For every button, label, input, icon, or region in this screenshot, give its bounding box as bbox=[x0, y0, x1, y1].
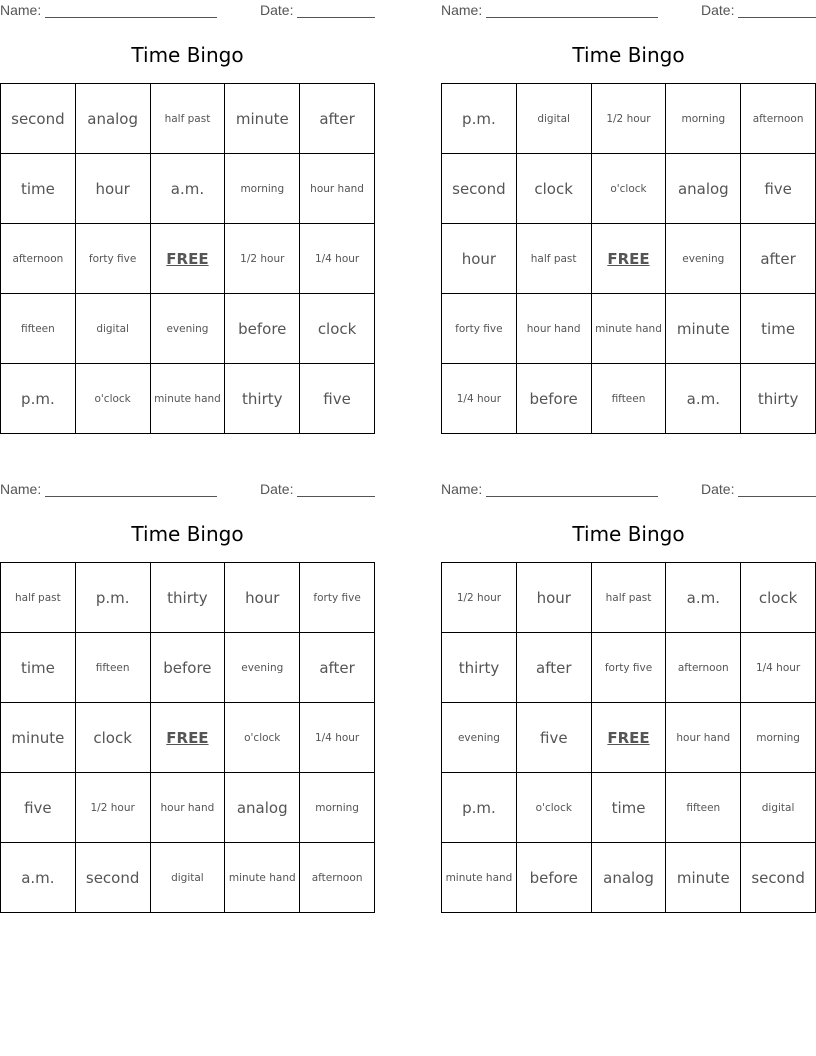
bingo-cell[interactable]: time bbox=[591, 773, 666, 843]
free-space-cell[interactable]: FREE bbox=[591, 224, 666, 294]
bingo-cell[interactable]: digital bbox=[75, 294, 150, 364]
bingo-cell[interactable]: a.m. bbox=[666, 563, 741, 633]
bingo-cell[interactable]: half past bbox=[591, 563, 666, 633]
bingo-cell[interactable]: clock bbox=[741, 563, 816, 633]
date-label: Date: bbox=[260, 481, 294, 497]
bingo-cell[interactable]: forty five bbox=[75, 224, 150, 294]
bingo-cell[interactable]: analog bbox=[591, 843, 666, 913]
bingo-cell[interactable]: after bbox=[741, 224, 816, 294]
bingo-row bbox=[442, 843, 816, 913]
free-space-cell[interactable]: FREE bbox=[150, 224, 225, 294]
bingo-cell[interactable]: fifteen bbox=[1, 294, 76, 364]
bingo-cell[interactable]: thirty bbox=[741, 364, 816, 434]
bingo-cell[interactable]: after bbox=[300, 84, 375, 154]
bingo-cell[interactable]: forty five bbox=[300, 563, 375, 633]
bingo-cell[interactable]: 1/4 hour bbox=[741, 633, 816, 703]
bingo-cell[interactable]: o'clock bbox=[591, 154, 666, 224]
bingo-cell[interactable]: minute hand bbox=[442, 843, 517, 913]
name-label: Name: bbox=[0, 481, 42, 497]
bingo-row bbox=[1, 154, 375, 224]
bingo-card bbox=[0, 479, 375, 919]
bingo-row bbox=[442, 633, 816, 703]
bingo-cell[interactable]: evening bbox=[666, 224, 741, 294]
bingo-row bbox=[442, 563, 816, 633]
bingo-cell[interactable]: p.m. bbox=[442, 84, 517, 154]
bingo-cell[interactable]: clock bbox=[75, 703, 150, 773]
bingo-card bbox=[441, 0, 816, 440]
bingo-cell[interactable]: fifteen bbox=[666, 773, 741, 843]
date-field-line bbox=[738, 496, 816, 497]
date-field-line bbox=[738, 17, 816, 18]
bingo-cell[interactable]: a.m. bbox=[150, 154, 225, 224]
bingo-cell[interactable]: thirty bbox=[225, 364, 300, 434]
bingo-cell[interactable]: hour hand bbox=[666, 703, 741, 773]
bingo-cell[interactable]: 1/2 hour bbox=[75, 773, 150, 843]
bingo-grid bbox=[0, 83, 375, 434]
bingo-grid bbox=[441, 562, 816, 913]
bingo-cell[interactable]: minute hand bbox=[150, 364, 225, 434]
bingo-cell[interactable]: thirty bbox=[442, 633, 517, 703]
bingo-cell[interactable]: a.m. bbox=[666, 364, 741, 434]
name-field-line bbox=[45, 17, 217, 18]
bingo-cell[interactable]: 1/2 hour bbox=[442, 563, 517, 633]
bingo-row bbox=[1, 843, 375, 913]
bingo-cell[interactable]: second bbox=[442, 154, 517, 224]
bingo-row bbox=[1, 633, 375, 703]
bingo-cell[interactable]: o'clock bbox=[75, 364, 150, 434]
bingo-cell[interactable]: forty five bbox=[442, 294, 517, 364]
card-header bbox=[441, 2, 816, 20]
bingo-cell[interactable]: hour hand bbox=[150, 773, 225, 843]
bingo-cell[interactable]: hour hand bbox=[300, 154, 375, 224]
date-label: Date: bbox=[701, 481, 735, 497]
bingo-row bbox=[442, 84, 816, 154]
bingo-cell[interactable]: 1/4 hour bbox=[300, 703, 375, 773]
free-space-cell[interactable]: FREE bbox=[591, 703, 666, 773]
date-label: Date: bbox=[701, 2, 735, 18]
bingo-cell[interactable]: afternoon bbox=[666, 633, 741, 703]
bingo-cell[interactable]: clock bbox=[300, 294, 375, 364]
bingo-row bbox=[442, 154, 816, 224]
bingo-row bbox=[1, 84, 375, 154]
bingo-cell[interactable]: analog bbox=[225, 773, 300, 843]
bingo-cell[interactable]: evening bbox=[150, 294, 225, 364]
bingo-cell[interactable]: evening bbox=[225, 633, 300, 703]
bingo-cell[interactable]: thirty bbox=[150, 563, 225, 633]
bingo-cell[interactable]: half past bbox=[516, 224, 591, 294]
date-field-line bbox=[297, 496, 375, 497]
bingo-cell[interactable]: second bbox=[741, 843, 816, 913]
bingo-row bbox=[442, 773, 816, 843]
name-label: Name: bbox=[0, 2, 42, 18]
card-title: Time Bingo bbox=[131, 522, 244, 546]
bingo-cell[interactable]: forty five bbox=[591, 633, 666, 703]
bingo-cell[interactable]: morning bbox=[666, 84, 741, 154]
card-header bbox=[441, 481, 816, 499]
bingo-cell[interactable]: before bbox=[150, 633, 225, 703]
bingo-cell[interactable]: analog bbox=[75, 84, 150, 154]
bingo-cell[interactable]: time bbox=[1, 633, 76, 703]
bingo-cell[interactable]: morning bbox=[225, 154, 300, 224]
bingo-cell[interactable]: after bbox=[516, 633, 591, 703]
bingo-grid bbox=[0, 562, 375, 913]
bingo-cell[interactable]: time bbox=[741, 294, 816, 364]
free-space-cell[interactable]: FREE bbox=[150, 703, 225, 773]
bingo-cell[interactable]: afternoon bbox=[300, 843, 375, 913]
name-label: Name: bbox=[441, 2, 483, 18]
bingo-row bbox=[1, 773, 375, 843]
bingo-cell[interactable]: clock bbox=[516, 154, 591, 224]
bingo-cell[interactable]: digital bbox=[516, 84, 591, 154]
bingo-cell[interactable]: o'clock bbox=[225, 703, 300, 773]
card-header bbox=[0, 2, 375, 20]
bingo-cell[interactable]: p.m. bbox=[75, 563, 150, 633]
bingo-grid bbox=[441, 83, 816, 434]
bingo-cell[interactable]: before bbox=[225, 294, 300, 364]
bingo-cell[interactable]: five bbox=[516, 703, 591, 773]
bingo-cell[interactable]: a.m. bbox=[1, 843, 76, 913]
bingo-cell[interactable]: minute hand bbox=[225, 843, 300, 913]
bingo-card bbox=[0, 0, 375, 440]
name-field-line bbox=[45, 496, 217, 497]
bingo-row bbox=[1, 224, 375, 294]
bingo-cell[interactable]: evening bbox=[442, 703, 517, 773]
bingo-row bbox=[442, 703, 816, 773]
bingo-row bbox=[442, 224, 816, 294]
bingo-cell[interactable]: minute hand bbox=[591, 294, 666, 364]
bingo-cell[interactable]: fifteen bbox=[591, 364, 666, 434]
bingo-cell[interactable]: morning bbox=[741, 703, 816, 773]
date-label: Date: bbox=[260, 2, 294, 18]
bingo-cell[interactable]: fifteen bbox=[75, 633, 150, 703]
card-title: Time Bingo bbox=[131, 43, 244, 67]
bingo-cell[interactable]: minute bbox=[666, 294, 741, 364]
bingo-cell[interactable]: 1/4 hour bbox=[442, 364, 517, 434]
bingo-cell[interactable]: time bbox=[1, 154, 76, 224]
name-label: Name: bbox=[441, 481, 483, 497]
bingo-row bbox=[1, 703, 375, 773]
bingo-row bbox=[1, 563, 375, 633]
bingo-cell[interactable]: second bbox=[75, 843, 150, 913]
bingo-cell[interactable]: hour bbox=[516, 563, 591, 633]
name-field-line bbox=[486, 17, 658, 18]
name-field-line bbox=[486, 496, 658, 497]
bingo-cell[interactable]: afternoon bbox=[1, 224, 76, 294]
bingo-cell[interactable]: hour hand bbox=[516, 294, 591, 364]
bingo-card bbox=[441, 479, 816, 919]
bingo-cell[interactable]: digital bbox=[150, 843, 225, 913]
bingo-cell[interactable]: after bbox=[300, 633, 375, 703]
bingo-cell[interactable]: 1/2 hour bbox=[591, 84, 666, 154]
date-field-line bbox=[297, 17, 375, 18]
bingo-cell[interactable]: afternoon bbox=[741, 84, 816, 154]
bingo-cell[interactable]: minute bbox=[666, 843, 741, 913]
bingo-cell[interactable]: 1/2 hour bbox=[225, 224, 300, 294]
bingo-cell[interactable]: hour bbox=[75, 154, 150, 224]
bingo-cell[interactable]: second bbox=[1, 84, 76, 154]
bingo-cell[interactable]: before bbox=[516, 364, 591, 434]
bingo-cell[interactable]: analog bbox=[666, 154, 741, 224]
bingo-cell[interactable]: minute bbox=[1, 703, 76, 773]
bingo-cell[interactable]: hour bbox=[225, 563, 300, 633]
bingo-cell[interactable]: five bbox=[741, 154, 816, 224]
bingo-cell[interactable]: o'clock bbox=[516, 773, 591, 843]
bingo-cell[interactable]: p.m. bbox=[442, 773, 517, 843]
bingo-cell[interactable]: hour bbox=[442, 224, 517, 294]
card-header bbox=[0, 481, 375, 499]
bingo-cell[interactable]: before bbox=[516, 843, 591, 913]
bingo-cell[interactable]: five bbox=[1, 773, 76, 843]
bingo-cell[interactable]: half past bbox=[150, 84, 225, 154]
card-title: Time Bingo bbox=[572, 43, 685, 67]
bingo-cell[interactable]: 1/4 hour bbox=[300, 224, 375, 294]
bingo-cell[interactable]: minute bbox=[225, 84, 300, 154]
bingo-row bbox=[442, 294, 816, 364]
bingo-cell[interactable]: five bbox=[300, 364, 375, 434]
bingo-cell[interactable]: digital bbox=[741, 773, 816, 843]
bingo-cell[interactable]: morning bbox=[300, 773, 375, 843]
bingo-cell[interactable]: half past bbox=[1, 563, 76, 633]
bingo-row bbox=[442, 364, 816, 434]
bingo-cell[interactable]: p.m. bbox=[1, 364, 76, 434]
bingo-row bbox=[1, 364, 375, 434]
bingo-row bbox=[1, 294, 375, 364]
card-title: Time Bingo bbox=[572, 522, 685, 546]
